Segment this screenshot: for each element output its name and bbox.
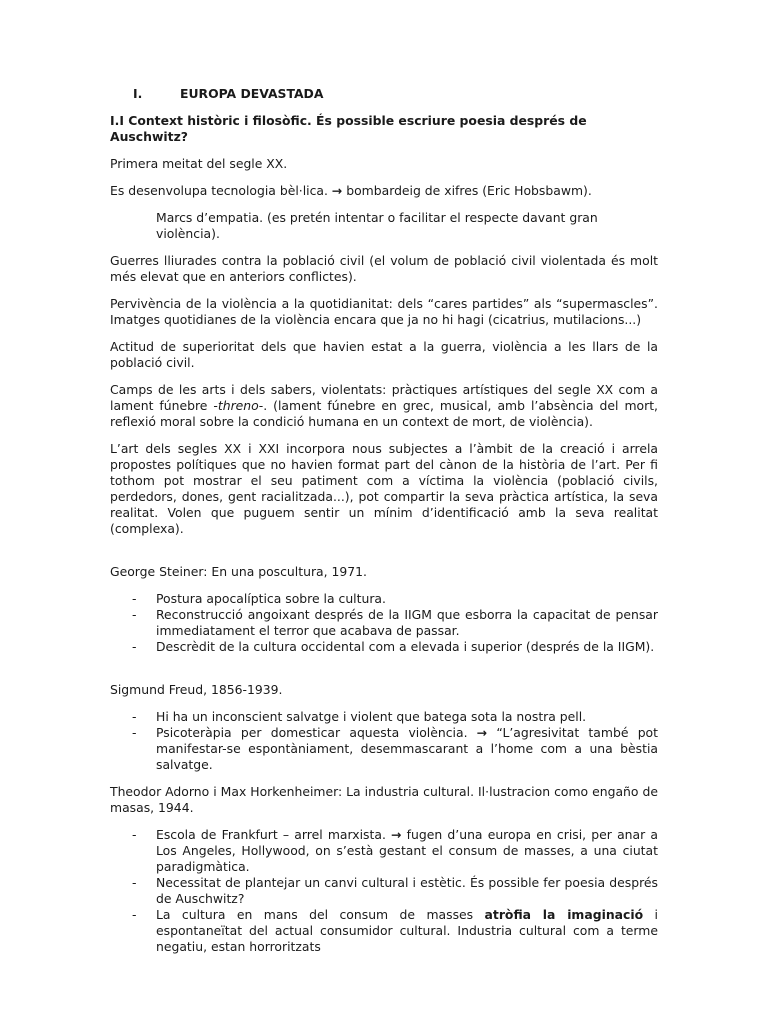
list-item: - Psicoteràpia per domesticar aquesta violència. → “L’agresivitat també pot manifestar-se espontàniament, desemmascarant a l’home com a una bèstia salvatge. [132, 725, 658, 772]
paragraph-2: Es desenvolupa tecnologia bèl·lica. → bombardeig de xifres (Eric Hobsbawm). [110, 183, 592, 198]
list-item: - Postura apocalíptica sobre la cultura. [132, 591, 386, 606]
list-item: - Descrèdit de la cultura occidental com a elevada i superior (després de la IIGM). [132, 639, 655, 654]
paragraph-6: Actitud de superioritat dels que havien estat a la guerra, violència a les llars de la població civil. [110, 339, 658, 370]
spacer [110, 666, 658, 682]
spacer [110, 548, 658, 564]
list-item: - Escola de Frankfurt – arrel marxista. → fugen d’una europa en crisi, per anar a Los Angeles, Hollywood, on s’està gestant el consum de masses, a una ciutat paradigmàtica. [132, 827, 658, 874]
adorno-title: Theodor Adorno i Max Horkenheimer: La industria cultural. Il·lustracion como engaño de masas, 1944. [110, 784, 658, 815]
section-heading [110, 86, 658, 101]
freud-list [110, 709, 658, 773]
arrow-icon: → [331, 183, 343, 198]
section-number: I. [133, 86, 143, 101]
adorno-list [110, 827, 658, 955]
list-item: - Reconstrucció angoixant després de la IIGM que esborra la capacitat de pensar immediatament el terror que acabava de passar. [132, 607, 658, 638]
paragraph-8: L’art dels segles XX i XXI incorpora nous subjectes a l’àmbit de la creació i arrela propostes polítiques que no havien format part del cànon de la història de l’art. Per fi tothom pot mostrar el seu patiment com a víctima la violència (població civils, perdedors, dones, gent racialitzada...), pot compartir la seva pràctica artística, la seva realitat. Volen que puguem sentir un mínim d’identificació amb la seva realitat (complexa). [110, 441, 658, 536]
list-item: - Necessitat de plantejar un canvi cultural i estètic. És possible fer poesia després de Auschwitz? [132, 875, 658, 906]
paragraph-1: Primera meitat del segle XX. [110, 156, 288, 171]
arrow-icon: → [391, 827, 402, 842]
paragraph-7: Camps de les arts i dels sabers, violentats: pràctiques artístiques del segle XX com a lament fúnebre -threno-. (lament fúnebre en grec, musical, amb l’absència del mort, reflexió moral sobre la condició humana en un context de mort, de violència). [110, 382, 658, 429]
document-page [110, 86, 658, 966]
paragraph-3: Marcs d’empatia. (es pretén intentar o facilitar el respecte davant gran violència). [156, 210, 598, 241]
paragraph-5: Pervivència de la violència a la quotidianitat: dels “cares partides” als “supermascles”. Imatges quotidianes de la violència encara que ja no hi hagi (cicatrius, mutilacions...) [110, 296, 658, 327]
freud-title: Sigmund Freud, 1856-1939. [110, 682, 283, 697]
section-title: EUROPA DEVASTADA [180, 86, 324, 101]
arrow-icon: → [476, 725, 488, 740]
paragraph-4: Guerres lliurades contra la població civil (el volum de població civil violentada és molt més elevat que en anteriors conflictes). [110, 253, 658, 284]
subsection-heading: I.I Context històric i filosòfic. És possible escriure poesia després de Auschwitz? [110, 113, 587, 144]
list-item: - La cultura en mans del consum de masses atròfia la imaginació i espontaneïtat del actual consumidor cultural. Industria cultural com a terme negatiu, estan horroritzats [132, 907, 658, 954]
list-item: - Hi ha un inconscient salvatge i violent que batega sota la nostra pell. [132, 709, 587, 724]
steiner-title: George Steiner: En una poscultura, 1971. [110, 564, 367, 579]
steiner-list [110, 591, 658, 655]
